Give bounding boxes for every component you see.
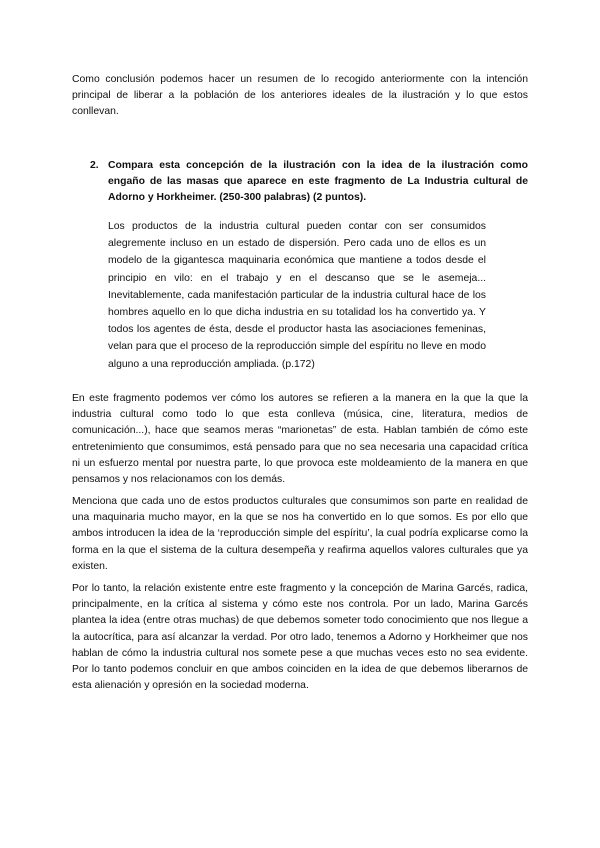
analysis-paragraph-2: Menciona que cada uno de estos productos culturales que consumimos son parte en realidad de una maquinaria mucho mayor, en la que se nos ha convertido en lo que somos. Es por ello que ambos introducen la idea de la ‘reproducción simple del espíritu’, la cual podría explicarse como la forma en la que el sistema de la cultura desempeña y reafirma aquellos valores culturales que ya existen. (72, 496, 528, 572)
analysis-paragraph-1: En este fragmento podemos ver cómo los autores se refieren a la manera en la que la que la industria cultural como todo lo que esta conlleva (música, cine, literatura, medios de comunicación...), hace que seamos meras “marionetas” de esta. Hablan también de cómo este entretenimiento que consumimos, está pensado para que no sea necesaria una capacidad crítica ni un esfuerzo mental por nuestra parte, lo que provoca este moldeamiento de la manera en que pensamos y nos relacionamos con los demás. (72, 393, 528, 486)
analysis-paragraph-3: Por lo tanto, la relación existente entre este fragmento y la concepción de Marina Garcés, radica, principalmente, en la crítica al sistema y cómo este nos controla. Por un lado, Marina Garcés plantea la idea (entre otras muchas) de que debemos someter todo conocimiento que nos llegue a la autocrítica, para así alcanzar la verdad. Por otro lado, tenemos a Adorno y Horkheimer que nos hablan de cómo la industria cultural nos somete pese a que muchas veces esto no sea evidente. Por lo tanto podemos concluir en que ambos coinciden en la idea de que debemos liberarnos de esta alienación y opresión en la sociedad moderna. (72, 583, 528, 692)
intro-paragraph: Como conclusión podemos hacer un resumen de lo recogido anteriormente con la intención principal de liberar a la población de los anteriores ideales de la ilustración y lo que estos conllevan. (72, 74, 528, 118)
block-quote: Los productos de la industria cultural pueden contar con ser consumidos alegremente incluso en un estado de dispersión. Pero cada uno de ellos es un modelo de la gigantesca maquinaria económica que mantiene a todos desde el principio en vilo: en el trabajo y en el descanso que se le asemeja... Inevitablemente, cada manifestación particular de la industria cultural hace de los hombres aquello en lo que dicha industria en su totalidad los ha convertido ya. Y todos los agentes de ésta, desde el productor hasta las asociaciones femeninas, velan para que el proceso de la reproducción simple del espíritu no lleve en modo alguno a una reproducción ampliada. (p.172) (108, 221, 486, 370)
question-text: Compara esta concepción de la ilustración con la idea de la ilustración como engaño de las masas que aparece en este fragmento de La Industria cultural de Adorno y Horkheimer. (250-300 palabras) (2 puntos). (108, 160, 528, 204)
question-number: 2. (90, 160, 99, 171)
